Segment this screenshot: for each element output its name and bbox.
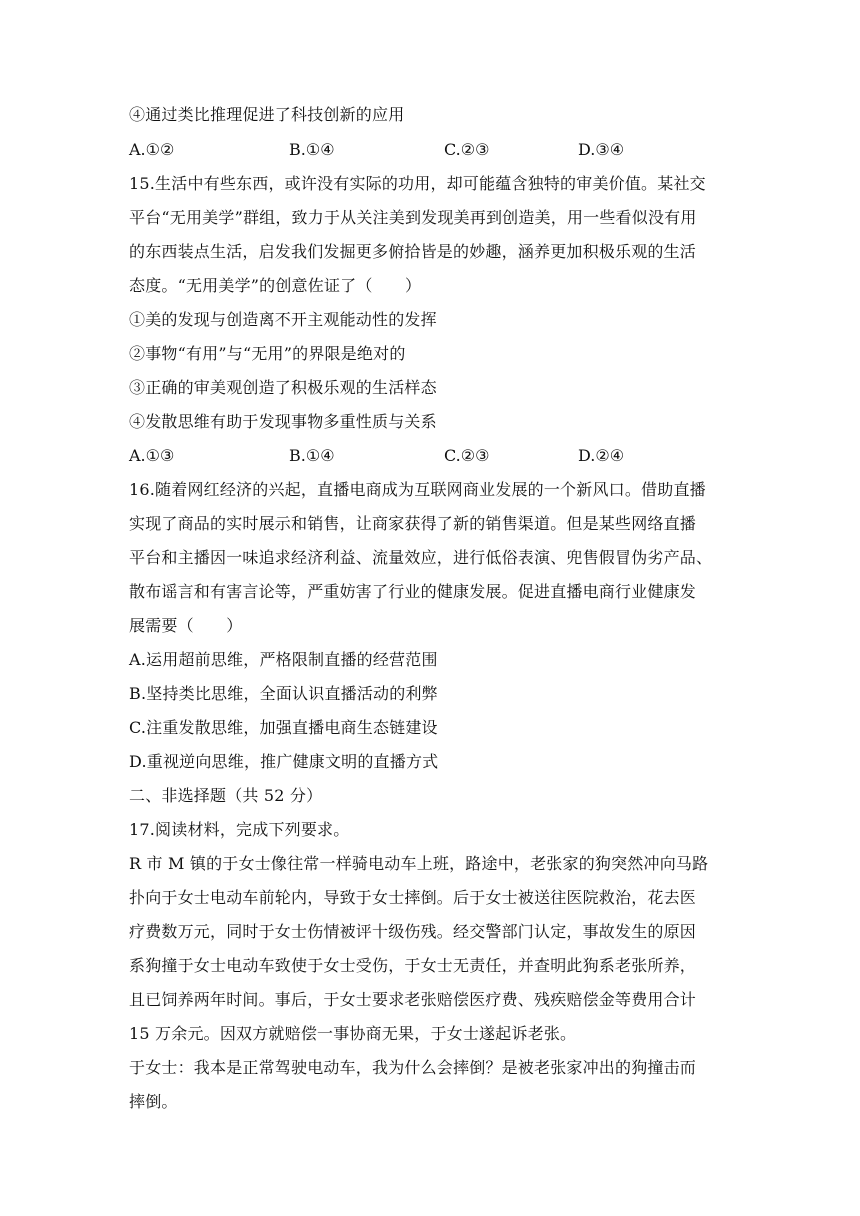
q17-material-line: 扑向于女士电动车前轮内，导致于女士摔倒。后于女士被送往医院救治，花去医 xyxy=(129,888,697,907)
q15-item-2: ②事物“有用”与“无用”的界限是绝对的 xyxy=(129,344,406,363)
q15-stem-line: 15.生活中有些东西，或许没有实际的功用，却可能蕴含独特的审美价值。某社交 xyxy=(129,174,706,193)
q17-statement-line: 于女士：我本是正常驾驶电动车，我为什么会摔倒？是被老张家冲出的狗撞击而 xyxy=(129,1058,697,1077)
q15-option-b: B.①④ xyxy=(289,446,335,465)
q14-option-c: C.②③ xyxy=(444,140,490,159)
q17-statement-line: 摔倒。 xyxy=(129,1092,178,1111)
q14-option-d: D.③④ xyxy=(578,140,625,159)
q17-material-line: R 市 M 镇的于女士像往常一样骑电动车上班，路途中，老张家的狗突然冲向马路 xyxy=(129,854,709,873)
q15-option-c: C.②③ xyxy=(444,446,490,465)
q14-option-a: A.①② xyxy=(129,140,175,159)
q15-item-4: ④发散思维有助于发现事物多重性质与关系 xyxy=(129,412,437,431)
q17-material-line: 且已饲养两年时间。事后，于女士要求老张赔偿医疗费、残疾赔偿金等费用合计 xyxy=(129,990,697,1009)
q15-item-3: ③正确的审美观创造了积极乐观的生活样态 xyxy=(129,378,437,397)
q16-choice-a: A.运用超前思维，严格限制直播的经营范围 xyxy=(129,650,438,669)
q17-prompt: 17.阅读材料，完成下列要求。 xyxy=(129,820,350,839)
q16-stem-line: 16.随着网红经济的兴起，直播电商成为互联网商业发展的一个新风口。借助直播 xyxy=(129,480,706,499)
q17-material-line: 系狗撞于女士电动车致使于女士受伤，于女士无责任，并查明此狗系老张所养， xyxy=(129,956,697,975)
q16-choice-d: D.重视逆向思维，推广健康文明的直播方式 xyxy=(129,752,439,771)
q15-stem-line: 态度。“无用美学”的创意佐证了（ ） xyxy=(129,276,422,295)
q16-stem-line: 平台和主播因一味追求经济利益、流量效应，进行低俗表演、兜售假冒伪劣产品、 xyxy=(129,548,713,567)
q17-material-line: 15 万余元。因双方就赔偿一事协商无果，于女士遂起诉老张。 xyxy=(129,1024,577,1043)
q14-option-b: B.①④ xyxy=(289,140,335,159)
q15-stem-line: 平台“无用美学”群组，致力于从关注美到发现美再到创造美，用一些看似没有用 xyxy=(129,208,697,227)
section-heading: 二、非选择题（共 52 分） xyxy=(129,786,323,805)
q16-choice-c: C.注重发散思维，加强直播电商生态链建设 xyxy=(129,718,438,737)
q16-choice-b: B.坚持类比思维，全面认识直播活动的利弊 xyxy=(129,684,438,703)
q15-options xyxy=(129,446,739,466)
q17-material-line: 疗费数万元，同时于女士伤情被评十级伤残。经交警部门认定，事故发生的原因 xyxy=(129,922,697,941)
q16-stem-line: 散布谣言和有害言论等，严重妨害了行业的健康发展。促进直播电商行业健康发 xyxy=(129,582,697,601)
q15-stem-line: 的东西装点生活，启发我们发掘更多俯拾皆是的妙趣，涵养更加积极乐观的生活 xyxy=(129,242,697,261)
q15-option-a: A.①③ xyxy=(129,446,175,465)
q16-stem-line: 实现了商品的实时展示和销售，让商家获得了新的销售渠道。但是某些网络直播 xyxy=(129,514,697,533)
q15-item-1: ①美的发现与创造离不开主观能动性的发挥 xyxy=(129,310,437,329)
q15-option-d: D.②④ xyxy=(578,446,625,465)
q14-item-4: ④通过类比推理促进了科技创新的应用 xyxy=(129,105,405,124)
q16-stem-line: 展需要（ ） xyxy=(129,616,243,635)
q14-options xyxy=(129,140,739,160)
